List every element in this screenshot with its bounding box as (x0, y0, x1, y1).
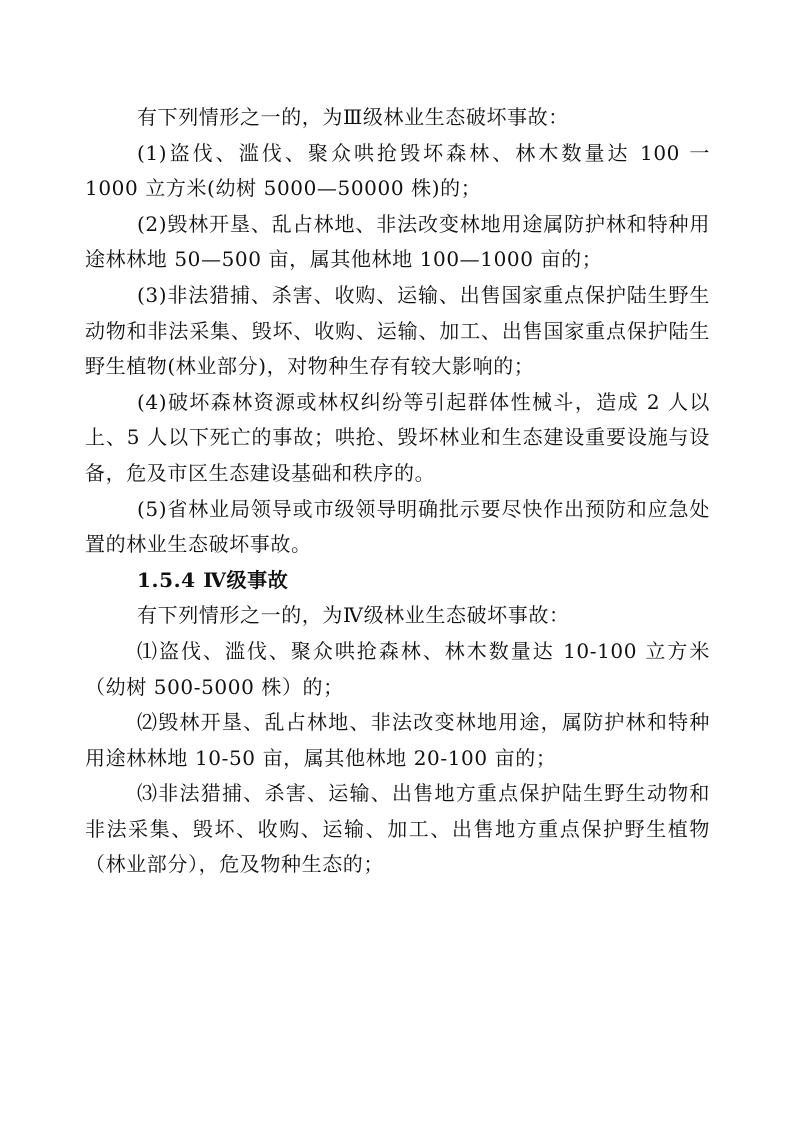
paragraph-level3-intro: 有下列情形之一的，为Ⅲ级林业生态破坏事故： (137, 105, 569, 129)
section-heading-level4: 1.5.4 Ⅳ级事故 (137, 567, 289, 592)
document-body (85, 100, 710, 883)
paragraph-level3-item1: (1)盗伐、滥伐、聚众哄抢毁坏森林、林木数量达 100 一 1000 立方米(幼树 5000—50000 株)的； (85, 140, 710, 201)
paragraph-level3-item5: (5)省林业局领导或市级领导明确批示要尽快作出预防和应急处置的林业生态破坏事故。 (85, 496, 710, 557)
paragraph-level3-item4: (4)破坏森林资源或林权纠纷等引起群体性械斗，造成 2 人以上、5 人以下死亡的事故；哄抢、毁坏林业和生态建设重要设施与设备，危及市区生态建设基础和秩序的。 (85, 389, 710, 485)
paragraph-level4-item1: ⑴盗伐、滥伐、聚众哄抢森林、林木数量达 10-100 立方米（幼树 500-5000 株）的； (85, 638, 710, 699)
paragraph-level4-item3: ⑶非法猎捕、杀害、运输、出售地方重点保护陆生野生动物和非法采集、毁坏、收购、运输、加工、出售地方重点保护野生植物（林业部分），危及物种生态的； (85, 781, 710, 877)
paragraph-level4-item2: ⑵毁林开垦、乱占林地、非法改变林地用途，属防护林和特种用途林林地 10-50 亩，属其他林地 20-100 亩的； (85, 710, 710, 770)
paragraph-level3-item3: (3)非法猎捕、杀害、收购、运输、出售国家重点保护陆生野生动物和非法采集、毁坏、收购、运输、加工、出售国家重点保护陆生野生植物(林业部分)，对物种生存有较大影响的； (85, 282, 710, 379)
paragraph-level3-item2: (2)毁林开垦、乱占林地、非法改变林地用途属防护林和特种用途林林地 50—500 亩，属其他林地 100—1000 亩的； (85, 211, 710, 272)
paragraph-level4-intro: 有下列情形之一的，为Ⅳ级林业生态破坏事故： (137, 603, 570, 628)
